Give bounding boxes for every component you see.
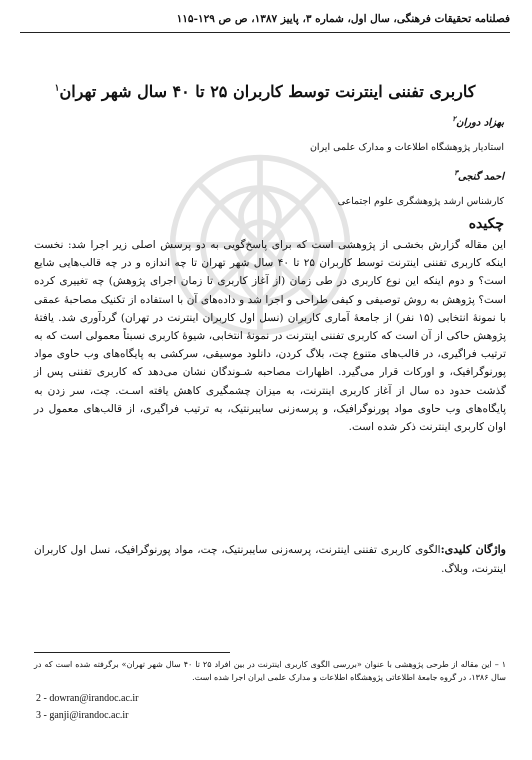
footnote-divider [34, 652, 230, 653]
author-2-affiliation: کارشناس ارشد پژوهشگری علوم اجتماعی [337, 196, 504, 207]
running-head: فصلنامه تحقیقات فرهنگی، سال اول، شماره ۳، پاییز ۱۳۸۷، ص ص ۱۲۹-۱۱۵ [176, 13, 510, 25]
article-title-text: کاربری تفننی اینترنت توسط کاربران ۲۵ تا ۴۰ سال شهر تهران [59, 82, 476, 101]
author-2-name-text: احمد گنجی [457, 171, 504, 183]
abstract-heading: چکیده [468, 216, 504, 232]
footnote-3-email: 3 - ganji@irandoc.ac.ir [36, 710, 129, 721]
keywords-block [34, 540, 506, 579]
article-title [20, 82, 510, 101]
author-1-affiliation: استادیار پژوهشگاه اطلاعات و مدارک علمی ایران [309, 142, 504, 153]
author-2-name [454, 168, 504, 182]
author-2-mark: ۳ [454, 168, 458, 177]
title-footnote-mark: ۱ [54, 83, 60, 94]
author-1-name [452, 114, 504, 128]
header-divider [20, 32, 510, 33]
author-1-name-text: بهزاد دوران [456, 117, 504, 129]
footnote-2-email: 2 - dowran@irandoc.ac.ir [36, 693, 139, 704]
footnote-1: ۱ – این مقاله از طرحی پژوهشی با عنوان «بررسی الگوی کاربری اینترنت در بین افراد ۲۵ تا ۴۰ سال شهر تهران» برگرفته شده است که در سال ۱۳۸۶، در گروه جامعهٔ اطلاعاتی پژوهشگاه اطلاعات و مدارک علمی ایران اجرا شده است. [34, 660, 506, 682]
keywords-label: واژگان کلیدی: [440, 543, 506, 556]
keywords-text: الگوی کاربری تفننی اینترنت، پرسه‌زنی سایبرنتیک، چت، مواد پورنوگرافیک، نسل اول کاربران اینترنت، وبلاگ. [34, 544, 506, 575]
abstract-body: این مقاله گزارش بخشـی از پژوهشی است که برای پاسخ‌گویی به دو پرسش اصلی زیر اجرا شد: نخست اینکه کاربری تفننی اینترنت توسط کاربران ۲۵ تا ۴۰ سال شهر تهران تا چه اندازه و در چه قالب‌هایی شایع است؟ و دوم اینکه این نوع کاربری در طی زمان (از آغاز کاربری تا زمان اجرای پژوهش) چه تغییری کرده است؟ پژوهش به روش توصیفی و کیفی طراحی و اجرا شد و داده‌های آن با استفاده از تکنیک مصاحبهٔ عمقی با نمونهٔ انتخابی (۱۵ نفر) از جامعهٔ آماری کاربران (نسل اول کاربران اینترنت در تهران) گردآوری شد. یافتهٔ پژوهش حاکی از آن است که کاربری تفننی اینترنت در نمونهٔ انتخابی، شیوهٔ کاربری نسبتاً معمولی است که به ترتیب فراگیری، در قالب‌های متنوع چت، بلاگ کردن، دانلود موسیقی، سرکشی به پایگاه‌های وب حاوی مواد پورنوگرافیک، و اورکات قرار می‌گیرد. اظهارات مصاحبه شـوندگان نشان می‌دهد که کاربری تفننی پس از گذشت حدود ده سال از آغاز کاربری اینترنت، به میزان چشمگیری کاهش یافته اسـت. چت، سر زدن به پایگاه‌های وب حاوی مواد پورنوگرافیک، و پرسه‌زنی سایبرنتیک، به ترتیب فراگیری، از قالب‌های معمول در اوان کاربری اینترنت ذکر شده است. [34, 239, 507, 434]
author-1-mark: ۲ [452, 114, 457, 123]
